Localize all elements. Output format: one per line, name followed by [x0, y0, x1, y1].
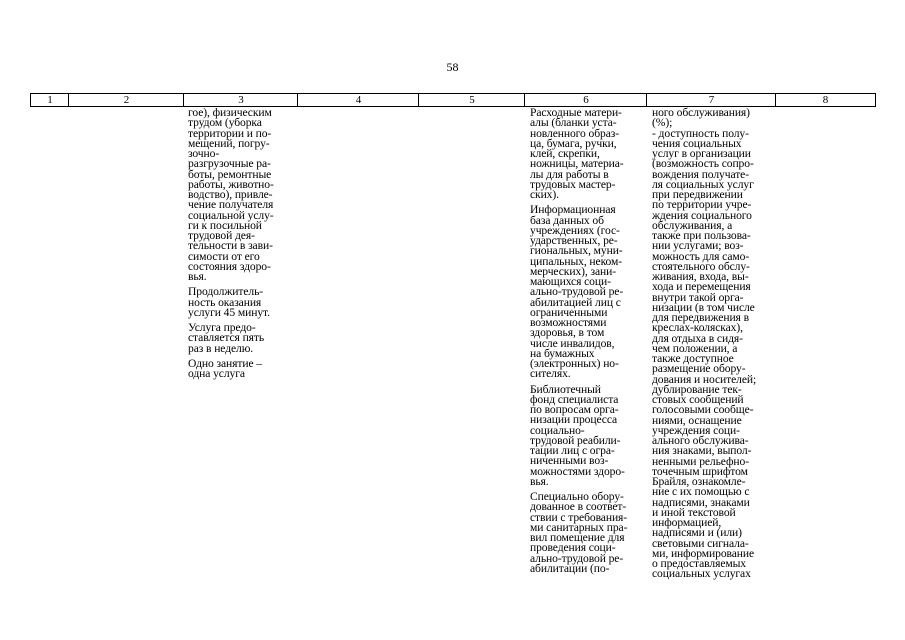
text-line: вил помещение для [530, 531, 625, 544]
column-6-content [530, 108, 644, 574]
text-line: обслуживания, а [652, 218, 733, 232]
text-line: (электронных) но- [530, 357, 619, 370]
text-line: внутри такой орга- [652, 290, 744, 304]
text-line: ниями, оснащение [652, 413, 742, 427]
header-divider [68, 94, 69, 107]
text-line: креслах-колясках), [652, 321, 743, 335]
text-line: ципальных, неком- [530, 254, 622, 268]
services-table [30, 93, 876, 633]
text-line: ние с их помощью с [652, 485, 750, 499]
text-line: фонд специалиста [530, 392, 619, 406]
text-line: ги к посильной [188, 218, 262, 232]
text-line: ненными рельефно- [652, 454, 749, 468]
column-3-content [188, 108, 294, 379]
text-line: чение получателя [188, 198, 274, 212]
text-line: на бумажных [530, 346, 595, 360]
text-line: ми санитарных пра- [530, 520, 628, 534]
text-line: также при пользова- [652, 229, 751, 242]
text-line: учреждения соци- [652, 423, 740, 437]
text-line: услуги 45 минут. [188, 305, 270, 319]
text-line: симости от его [188, 249, 260, 263]
text-line: дованное в соответ- [530, 500, 627, 514]
paragraph [530, 205, 644, 379]
text-line: мающихся соци- [530, 275, 611, 288]
text-line: гое), физическим [188, 106, 272, 119]
text-line: социально- [530, 423, 585, 437]
text-line: абилитации (по- [530, 561, 610, 575]
text-line: возможностями [530, 316, 607, 329]
text-line: надписями и (или) [652, 526, 742, 540]
header-col-3: 3 [238, 94, 244, 106]
text-line: ния знаками, выпол- [652, 444, 752, 458]
text-line: хода и перемещения [652, 280, 751, 294]
text-line: ного обслуживания) [652, 106, 750, 119]
text-line: низации процесса [530, 413, 618, 427]
text-line: (возможность сопро- [652, 157, 754, 171]
text-line: вья. [188, 270, 207, 283]
text-line: гиональных, муни- [530, 244, 623, 258]
text-line: работы, животно- [188, 177, 274, 191]
text-line: надписями, знаками [652, 495, 750, 509]
text-line: можностями здоро- [530, 464, 625, 478]
header-col-6: 6 [583, 94, 589, 106]
paragraph [530, 382, 644, 488]
table-header-row [30, 93, 876, 107]
text-line: клей, скрепки, [530, 147, 600, 160]
header-divider [524, 94, 525, 107]
header-col-1: 1 [47, 94, 53, 106]
paragraph [188, 356, 294, 380]
text-line: - доступность полу- [652, 126, 749, 140]
paragraph [530, 492, 644, 574]
header-col-7: 7 [708, 94, 715, 106]
text-line: и иной текстовой [652, 505, 736, 519]
text-line: трудовой реабили- [530, 433, 621, 447]
text-line: (%); [652, 116, 673, 130]
text-line: зочно- [188, 147, 220, 160]
text-line: вья. [530, 474, 549, 488]
text-line: дублирование тек- [652, 382, 742, 396]
text-line: новленного образ- [530, 126, 620, 140]
text-line: нии услугами; воз- [652, 239, 744, 253]
text-line: трудовых мастер- [530, 177, 616, 191]
text-line: состояния здоро- [188, 259, 271, 273]
text-line: Брайля, ознакомле- [652, 475, 746, 488]
text-line: стовых сообщений [652, 393, 744, 406]
text-line: для передвижения в [652, 311, 749, 324]
text-line: Библиотечный [530, 382, 601, 396]
page-number: 58 [446, 60, 459, 74]
text-line: абилитацией лиц с [530, 295, 621, 309]
text-line: Одно занятие – [188, 356, 262, 370]
text-line: одна услуга [188, 367, 245, 380]
text-line: при передвижении [652, 188, 743, 201]
text-line: сителях. [530, 367, 571, 381]
text-line: также доступное [652, 352, 734, 365]
text-line: ждения социального [652, 208, 752, 222]
text-line: тации лиц с огра- [530, 444, 615, 457]
text-line: ставляется пять [188, 331, 265, 345]
text-line: по территории учре- [652, 198, 752, 212]
text-line: ально-трудовой ре- [530, 551, 624, 565]
header-divider [646, 94, 647, 107]
header-divider [775, 94, 776, 107]
text-line: стоятельного обслу- [652, 259, 750, 273]
text-line: для отдыха в сидя- [652, 331, 743, 345]
text-line: разгрузочные ра- [188, 157, 271, 171]
text-line: социальной услу- [188, 208, 274, 222]
text-line: ми, информирование [652, 546, 755, 560]
text-line: Услуга предо- [188, 321, 256, 334]
text-line: Специально обору- [530, 490, 624, 503]
text-line: ля социальных услуг [652, 177, 754, 191]
text-line: тельности в зави- [188, 239, 273, 253]
text-line: информацией, [652, 516, 722, 529]
header-col-8: 8 [822, 94, 829, 106]
paragraph [530, 108, 644, 200]
text-line: водство), привле- [188, 188, 273, 201]
text-line: учреждениях (гос- [530, 223, 620, 237]
text-line: размещение обору- [652, 362, 746, 376]
text-line: трудовой дея- [188, 229, 255, 242]
text-line: трудом (уборка [188, 116, 262, 130]
text-line: живания, входа, вы- [652, 270, 749, 283]
text-line: услуг в организации [652, 147, 751, 160]
text-line: о предоставляемых [652, 557, 746, 570]
text-line: ность оказания [188, 295, 262, 309]
text-line: ножницы, материа- [530, 157, 624, 171]
text-line: ально-трудовой ре- [530, 285, 624, 299]
text-line: боты, ремонтные [188, 167, 272, 181]
text-line: социальных услугах [652, 567, 751, 581]
text-line: алы (бланки уста- [530, 116, 617, 130]
text-line: низации (в том числе [652, 300, 755, 314]
text-line: Продолжитель- [188, 285, 264, 299]
text-line: по вопросам орга- [530, 403, 619, 416]
text-line: ального обслужива- [652, 434, 749, 447]
text-line: ца, бумага, ручки, [530, 136, 617, 150]
header-col-2: 2 [123, 94, 130, 106]
text-line: территории и по- [188, 126, 272, 140]
paragraph [188, 323, 294, 354]
text-line: раз в неделю. [188, 341, 254, 355]
text-line: голосовыми сообще- [652, 403, 754, 417]
text-line: точечным шрифтом [652, 464, 748, 478]
paragraph [652, 108, 776, 580]
text-line: база данных об [530, 213, 604, 227]
header-col-5: 5 [469, 94, 475, 106]
text-line: лы для работы в [530, 167, 609, 181]
text-line: световыми сигнала- [652, 536, 749, 550]
column-7-content [652, 108, 776, 580]
header-divider [183, 94, 184, 107]
text-line: ствии с требования- [530, 510, 628, 524]
text-line: проведения соци- [530, 541, 616, 555]
text-line: дования и носителей; [652, 372, 757, 386]
text-line: здоровья, в том [530, 326, 605, 340]
header-divider [297, 94, 298, 107]
text-line: мещений, погру- [188, 136, 270, 150]
text-line: чения социальных [652, 136, 742, 150]
text-line: Расходные матери- [530, 106, 622, 119]
text-line: ниченными воз- [530, 454, 609, 468]
header-divider [418, 94, 419, 107]
text-line: Информационная [530, 203, 616, 217]
text-line: чем положении, а [652, 341, 738, 355]
header-col-4: 4 [355, 94, 362, 106]
paragraph [188, 108, 294, 282]
text-line: ских). [530, 188, 559, 201]
text-line: мерческих), зани- [530, 264, 616, 278]
paragraph [188, 287, 294, 318]
text-line: числе инвалидов, [530, 336, 615, 350]
text-line: ударственных, ре- [530, 234, 618, 247]
text-line: можность для само- [652, 249, 750, 263]
text-line: вождения получате- [652, 167, 749, 181]
text-line: ограниченными [530, 305, 608, 319]
